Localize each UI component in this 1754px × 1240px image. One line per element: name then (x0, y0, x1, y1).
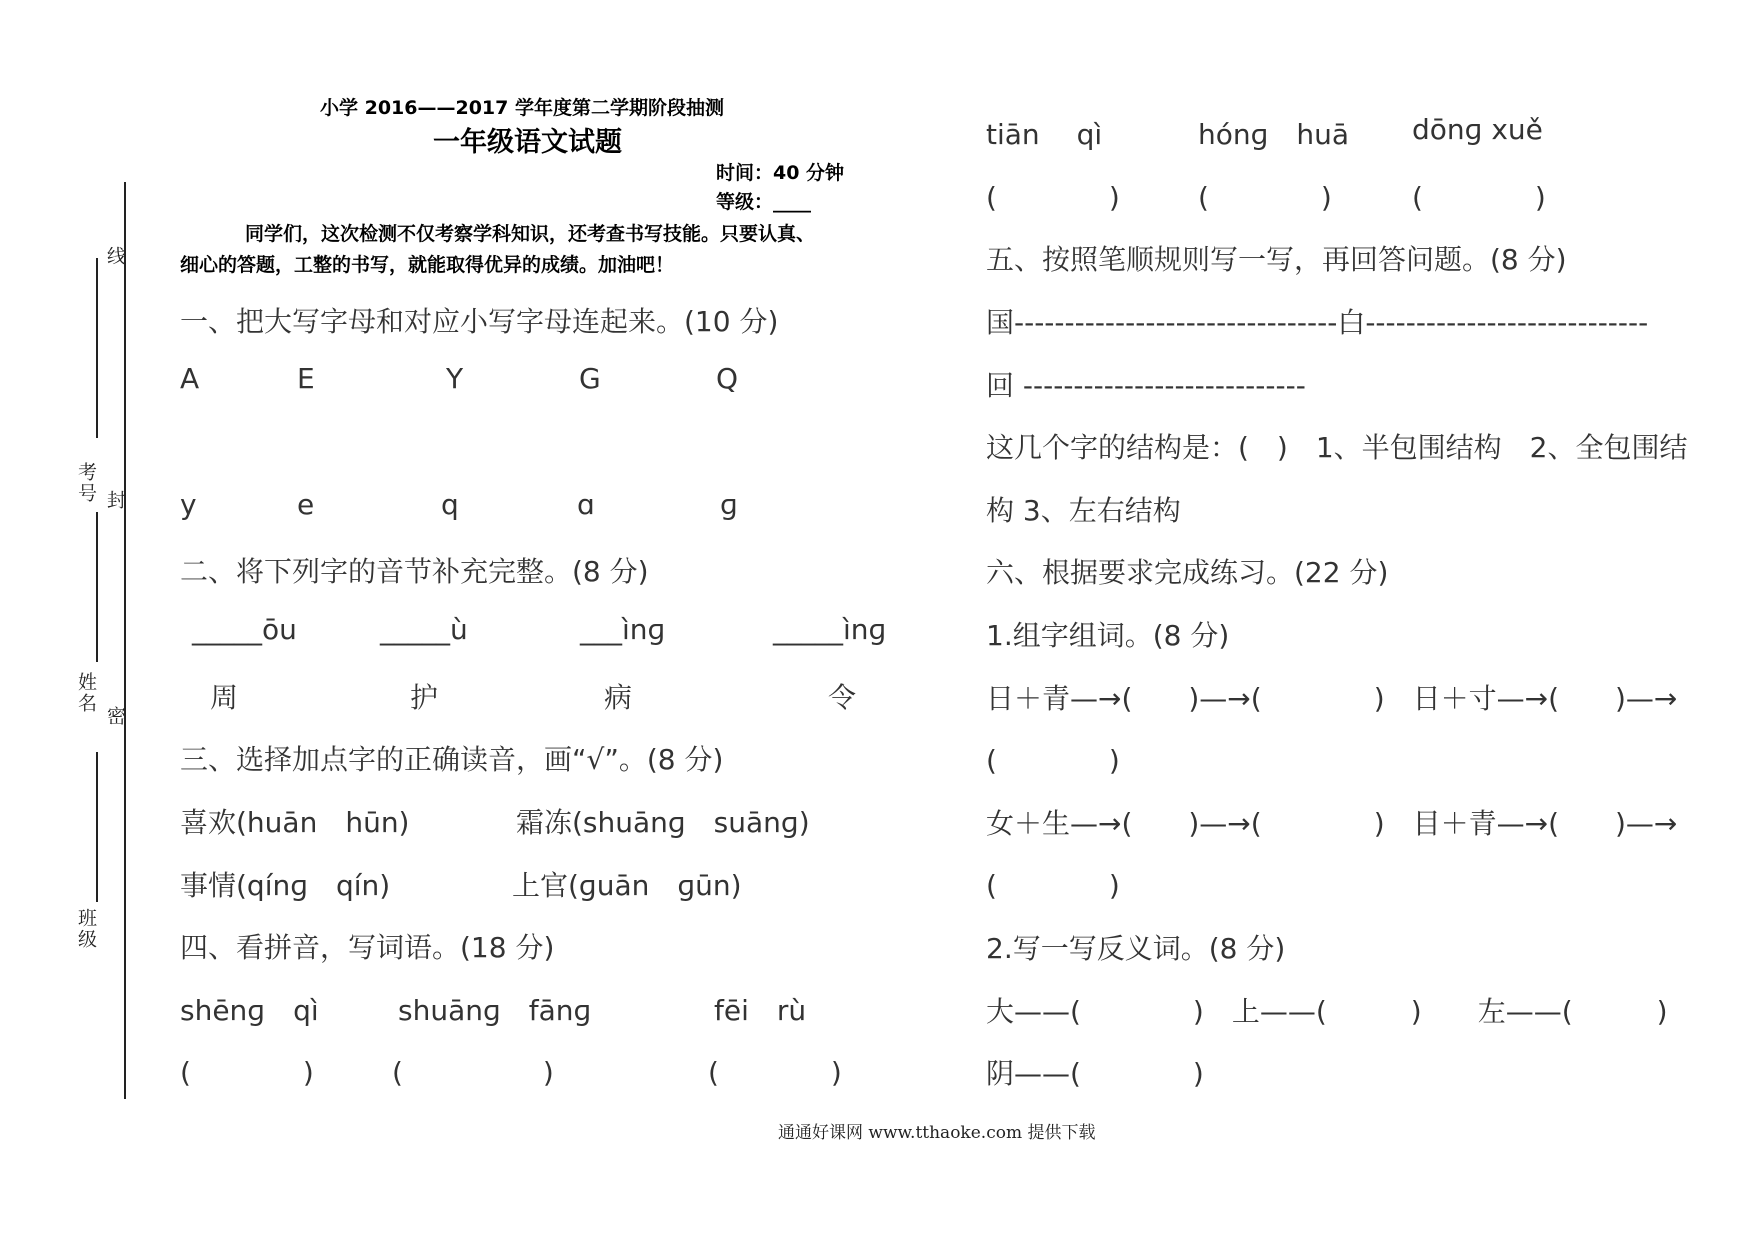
word-formation-row-cont: ( ) (986, 744, 1120, 777)
section-1-title: 一、把大写字母和对应小写字母连起来。(10 分) (180, 305, 779, 338)
section-2-title: 二、将下列字的音节补充完整。(8 分) (180, 555, 649, 588)
footer-source: 通通好课网 www.tthaoke.com 提供下载 (778, 1123, 1096, 1143)
margin-rule-2 (96, 512, 98, 662)
section-3-title: 三、选择加点字的正确读音，画“√”。(8 分) (180, 743, 724, 776)
pronunciation-choice: 上官(ɡuān ɡūn) (512, 869, 742, 902)
pronunciation-choice: 喜欢(huān hūn) (180, 806, 410, 839)
upper-letter: Y (446, 362, 464, 395)
antonym-row: 阴——( ) (986, 1057, 1204, 1090)
antonym-row: 大——( ) 上——( ) 左——( ) (986, 995, 1668, 1028)
name-label: 姓名 (75, 672, 97, 714)
exam-subtitle: 小学 2016——2017 学年度第二学期阶段抽测 (320, 97, 724, 119)
answer-bracket: ( ) (392, 1056, 554, 1089)
subsection-1-title: 1.组字组词。(8 分) (986, 619, 1230, 652)
grade-field: 等级：____ (716, 191, 812, 213)
pinyin-word: shuānɡ fānɡ (398, 994, 592, 1027)
margin-seal-char: 封 (104, 490, 126, 511)
margin-secret-char: 密 (104, 706, 126, 727)
word-formation-row: 女＋生—→( )—→( ) 目＋青—→( )—→ (986, 807, 1678, 840)
pinyin-word: shēnɡ qì (180, 994, 319, 1027)
syllable-blank: _____ìnɡ (773, 613, 887, 646)
structure-question-1: 这几个字的结构是：( ) 1、半包围结构 2、全包围结 (986, 431, 1688, 464)
pronunciation-choice: 霜冻(shuānɡ suānɡ) (516, 806, 810, 839)
margin-rule-1 (96, 258, 98, 438)
lower-letter: ɑ (577, 488, 595, 521)
stroke-order-line-1: 国--------------------------------白---------------------------- (986, 306, 1649, 339)
intro-line-2: 细心的答题，工整的书写，就能取得优异的成绩。加油吧！ (180, 254, 675, 276)
section-6-title: 六、根据要求完成练习。(22 分) (986, 556, 1389, 589)
syllable-char: 病 (604, 681, 633, 714)
syllable-char: 护 (410, 681, 439, 714)
pinyin-word: fēi rù (714, 994, 807, 1027)
lower-letter: y (180, 488, 197, 521)
binding-line (124, 182, 126, 1099)
upper-letter: Q (716, 362, 739, 395)
exam-time: 时间：40 分钟 (716, 162, 845, 184)
lower-letter: e (297, 488, 315, 521)
word-formation-row-cont: ( ) (986, 869, 1120, 902)
exam-number-label: 考号 (75, 462, 97, 504)
upper-letter: G (579, 362, 601, 395)
exam-title: 一年级语文试题 (433, 127, 622, 158)
upper-letter: A (180, 362, 200, 395)
answer-bracket: ( ) (708, 1056, 842, 1089)
answer-bracket: ( ) (1198, 181, 1332, 214)
syllable-blank: _____ù (380, 613, 468, 646)
pinyin-word: dōnɡ xuě (1412, 113, 1543, 146)
answer-bracket: ( ) (1412, 181, 1546, 214)
margin-line-char: 线 (104, 246, 126, 267)
pinyin-word: hónɡ huā (1198, 118, 1350, 151)
margin-rule-3 (96, 752, 98, 902)
structure-question-2: 构 3、左右结构 (986, 494, 1181, 527)
pinyin-word: tiān qì (986, 118, 1103, 151)
intro-line-1: 同学们，这次检测不仅考察学科知识，还考查书写技能。只要认真、 (245, 223, 816, 245)
syllable-blank: ___ìnɡ (580, 613, 666, 646)
lower-letter: q (441, 488, 459, 521)
syllable-blank: _____ōu (192, 613, 297, 646)
word-formation-row: 日＋青—→( )—→( ) 日＋寸—→( )—→ (986, 682, 1678, 715)
pronunciation-choice: 事情(qínɡ qín) (180, 869, 391, 902)
section-5-title: 五、按照笔顺规则写一写，再回答问题。(8 分) (986, 243, 1567, 276)
class-label: 班级 (75, 908, 97, 950)
answer-bracket: ( ) (180, 1056, 314, 1089)
upper-letter: E (297, 362, 315, 395)
section-4-title: 四、看拼音，写词语。(18 分) (180, 931, 555, 964)
lower-letter: ɡ (720, 488, 738, 521)
syllable-char: 令 (828, 681, 857, 714)
syllable-char: 周 (210, 681, 239, 714)
subsection-2-title: 2.写一写反义词。(8 分) (986, 932, 1286, 965)
answer-bracket: ( ) (986, 181, 1120, 214)
stroke-order-line-2: 回 ---------------------------- (986, 369, 1306, 402)
